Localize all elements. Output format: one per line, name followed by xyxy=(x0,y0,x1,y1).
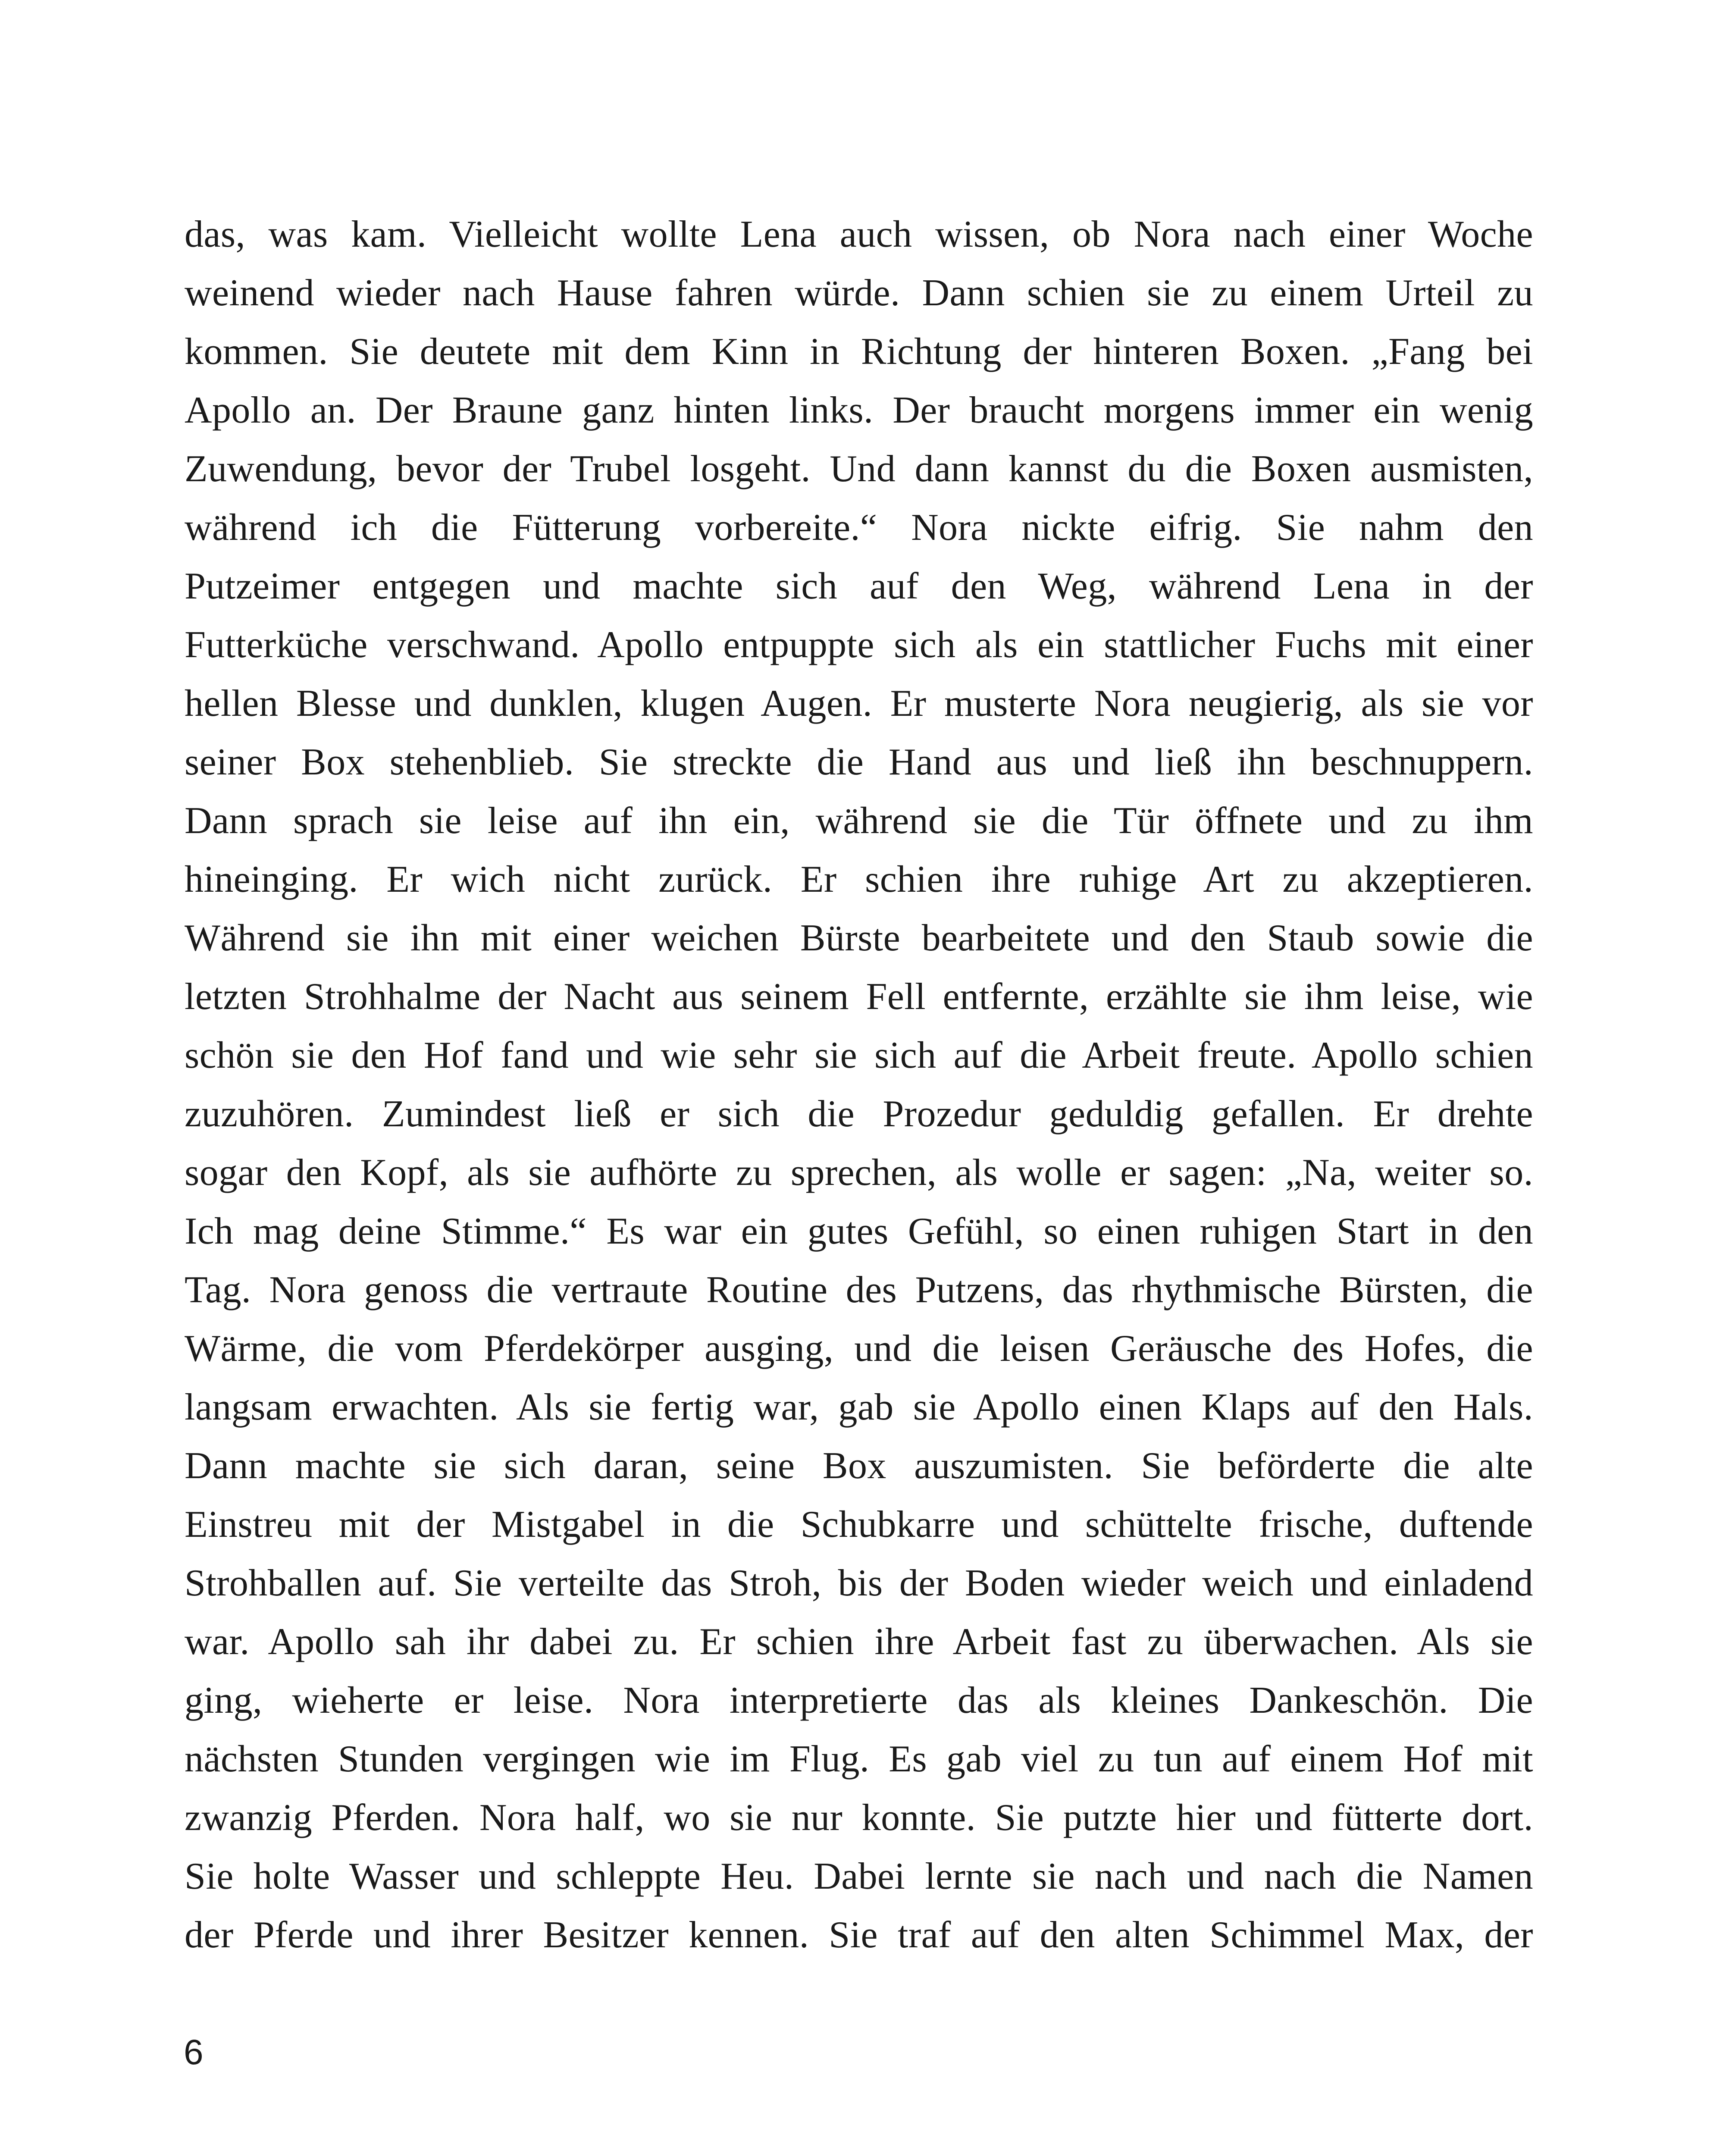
text-line: nächsten Stunden vergingen wie im Flug. Es gab viel zu tun auf einem Hof mit xyxy=(185,1738,1533,1780)
text-line: Zuwendung, bevor der Trubel losgeht. Und dann kannst du die Boxen ausmisten, xyxy=(185,448,1533,490)
text-line: zuzuhören. Zumindest ließ er sich die Prozedur geduldig gefallen. Er drehte xyxy=(185,1093,1533,1135)
text-line: schön sie den Hof fand und wie sehr sie sich auf die Arbeit freute. Apollo schien xyxy=(185,1034,1533,1076)
text-line: das, was kam. Vielleicht wollte Lena auch wissen, ob Nora nach einer Woche xyxy=(185,213,1533,255)
text-line: Dann sprach sie leise auf ihn ein, während sie die Tür öffnete und zu ihm xyxy=(185,800,1533,842)
text-line: der Pferde und ihrer Besitzer kennen. Sie traf auf den alten Schimmel Max, der xyxy=(185,1914,1533,1956)
text-line: war. Apollo sah ihr dabei zu. Er schien ihre Arbeit fast zu überwachen. Als sie xyxy=(185,1621,1533,1663)
text-line: Futterküche verschwand. Apollo entpuppte sich als ein stattlicher Fuchs mit einer xyxy=(185,624,1533,666)
text-line: Tag. Nora genoss die vertraute Routine des Putzens, das rhythmische Bürsten, die xyxy=(185,1269,1533,1311)
text-line: Einstreu mit der Mistgabel in die Schubkarre und schüttelte frische, duftende xyxy=(185,1504,1533,1545)
text-line: seiner Box stehenblieb. Sie streckte die Hand aus und ließ ihn beschnuppern. xyxy=(185,741,1533,783)
text-line: Sie holte Wasser und schleppte Heu. Dabei lernte sie nach und nach die Namen xyxy=(185,1855,1533,1897)
text-line: während ich die Fütterung vorbereite.“ Nora nickte eifrig. Sie nahm den xyxy=(185,507,1533,548)
text-line: Dann machte sie sich daran, seine Box auszumisten. Sie beförderte die alte xyxy=(185,1445,1533,1487)
text-line: kommen. Sie deutete mit dem Kinn in Richtung der hinteren Boxen. „Fang bei xyxy=(185,331,1533,373)
text-line: ging, wieherte er leise. Nora interpretierte das als kleines Dankeschön. Die xyxy=(185,1680,1533,1721)
text-line: Wärme, die vom Pferdekörper ausging, und die leisen Geräusche des Hofes, die xyxy=(185,1328,1533,1369)
text-line: Strohballen auf. Sie verteilte das Stroh, bis der Boden wieder weich und einladend xyxy=(185,1562,1533,1604)
text-line: letzten Strohhalme der Nacht aus seinem Fell entfernte, erzählte sie ihm leise, wie xyxy=(185,976,1533,1018)
text-line: sogar den Kopf, als sie aufhörte zu sprechen, als wolle er sagen: „Na, weiter so. xyxy=(185,1152,1533,1194)
text-line: hineinging. Er wich nicht zurück. Er schien ihre ruhige Art zu akzeptieren. xyxy=(185,859,1533,900)
body-text xyxy=(185,205,1533,1965)
text-line: zwanzig Pferden. Nora half, wo sie nur konnte. Sie putzte hier und fütterte dort. xyxy=(185,1797,1533,1839)
text-line: langsam erwachten. Als sie fertig war, gab sie Apollo einen Klaps auf den Hals. xyxy=(185,1386,1533,1428)
text-line: weinend wieder nach Hause fahren würde. Dann schien sie zu einem Urteil zu xyxy=(185,272,1533,314)
text-line: Apollo an. Der Braune ganz hinten links. Der braucht morgens immer ein wenig xyxy=(185,389,1533,431)
page-number: 6 xyxy=(184,2033,204,2072)
text-line: Während sie ihn mit einer weichen Bürste bearbeitete und den Staub sowie die xyxy=(185,917,1533,959)
text-line: hellen Blesse und dunklen, klugen Augen. Er musterte Nora neugierig, als sie vor xyxy=(185,683,1533,724)
text-line: Ich mag deine Stimme.“ Es war ein gutes Gefühl, so einen ruhigen Start in den xyxy=(185,1210,1533,1252)
text-line: Putzeimer entgegen und machte sich auf den Weg, während Lena in der xyxy=(185,565,1533,607)
